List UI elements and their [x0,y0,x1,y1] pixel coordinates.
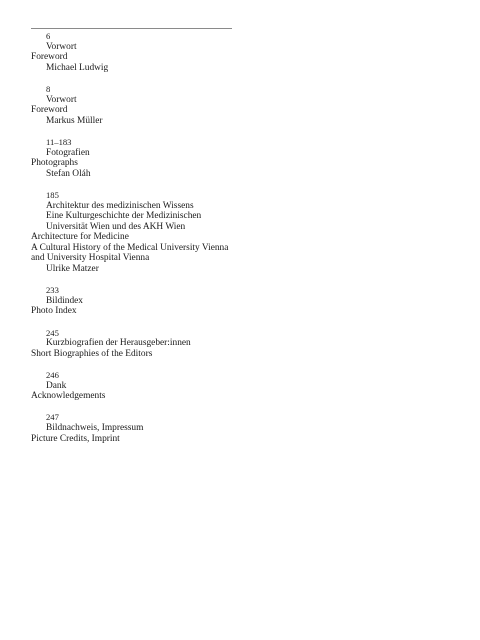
page-number: 245 [46,327,59,338]
toc-entry [31,285,291,317]
english-title: A Cultural History of the Medical University Vienna [31,242,229,253]
toc-entry [31,328,291,360]
german-title: Fotografien [46,147,90,158]
german-title: Vorwort [46,41,77,52]
page-number: 233 [46,285,59,296]
top-rule [31,28,232,29]
english-title: and University Hospital Vienna [31,253,150,264]
english-title: Short Biographies of the Editors [31,348,153,359]
german-title: Universität Wien und des AKH Wien [46,221,186,232]
english-title: Picture Credits, Imprint [31,433,120,444]
page-number: 8 [46,83,51,94]
toc-entry [31,84,291,126]
author-name: Ulrike Matzer [46,264,99,275]
page-number: 247 [46,412,59,423]
toc-entry [31,412,291,444]
english-title: Photo Index [31,306,77,317]
author-name: Stefan Oláh [46,168,91,179]
page-number: 6 [46,31,51,41]
german-title: Kurzbiografien der Herausgeber:innen [46,338,191,349]
german-title: Architektur des medizinischen Wissens [46,200,194,211]
page-number: 246 [46,370,59,380]
english-title: Acknowledgements [31,391,106,402]
english-title: Foreword [31,105,68,116]
author-name: Michael Ludwig [46,62,109,73]
english-title: Foreword [31,52,68,63]
toc-entry [31,190,291,275]
german-title: Dank [46,380,67,391]
toc-entry [31,370,291,402]
author-name: Markus Müller [46,115,103,126]
german-title: Bildindex [46,295,83,306]
german-title: Eine Kulturgeschichte der Medizinischen [46,211,202,222]
toc-entry [31,137,291,179]
english-title: Architecture for Medicine [31,232,129,243]
english-title: Photographs [31,158,78,169]
table-of-contents [31,31,291,455]
german-title: Vorwort [46,94,77,105]
page-number: 185 [46,189,59,200]
page-number: 11–183 [46,136,72,147]
german-title: Bildnachweis, Impressum [46,422,144,433]
toc-entry [31,31,291,73]
